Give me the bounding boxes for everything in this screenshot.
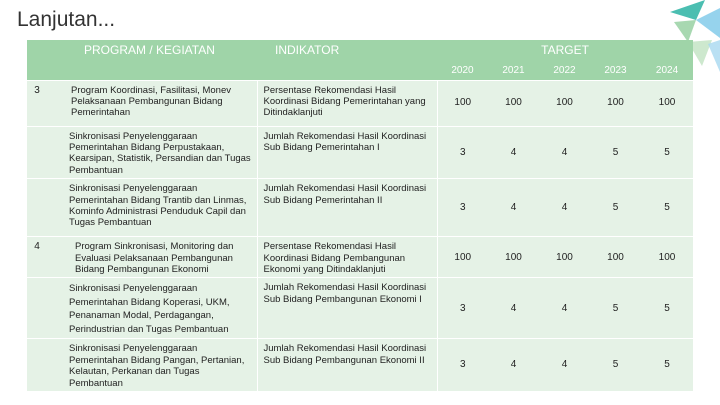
- indicator-cell: Jumlah Rekomendasi Hasil Koordinasi Sub Bidang Pemerintahan I: [257, 126, 437, 179]
- header-program: PROGRAM / KEGIATAN: [47, 40, 257, 62]
- program-cell: Sinkronisasi Penyelenggaraan Pemerintahan Bidang Perpustakaan, Kearsipan, Statistik, Persandian dan Tugas Pembantuan: [47, 126, 257, 179]
- row-number: 4: [27, 237, 47, 278]
- target-cell: 100: [437, 237, 488, 278]
- year-2023: 2023: [590, 62, 641, 80]
- target-cell: 3: [437, 126, 488, 179]
- target-cell: 100: [437, 80, 488, 126]
- table-row: [27, 80, 693, 126]
- row-number: 3: [27, 80, 47, 126]
- year-2024: 2024: [641, 62, 693, 80]
- target-cell: 3: [437, 278, 488, 339]
- indicator-cell: Persentase Rekomendasi Hasil Koordinasi Bidang Pemerintahan yang Ditindaklanjuti: [257, 80, 437, 126]
- target-cell: 100: [539, 237, 590, 278]
- table-row: [27, 126, 693, 179]
- row-number: [27, 278, 47, 339]
- target-cell: 100: [590, 80, 641, 126]
- indicator-cell: Persentase Rekomendasi Hasil Koordinasi Bidang Pembangunan Ekonomi yang Ditindaklanjuti: [257, 237, 437, 278]
- target-table: [27, 40, 693, 398]
- year-2022: 2022: [539, 62, 590, 80]
- table-row: [27, 237, 693, 278]
- target-cell: 5: [641, 179, 693, 237]
- target-cell: 4: [539, 339, 590, 391]
- target-cell: 3: [437, 179, 488, 237]
- target-cell: 5: [641, 339, 693, 391]
- target-cell: 100: [641, 80, 693, 126]
- target-cell: 5: [590, 126, 641, 179]
- target-cell: 4: [488, 126, 539, 179]
- row-number: [27, 339, 47, 391]
- target-cell: 3: [437, 339, 488, 391]
- target-cell: 100: [590, 237, 641, 278]
- indicator-cell: Jumlah Rekomendasi Hasil Koordinasi Sub Bidang Pembangunan Ekonomi I: [257, 278, 437, 339]
- slide-title: Lanjutan...: [17, 8, 116, 31]
- program-cell: Program Sinkronisasi, Monitoring dan Evaluasi Pelaksanaan Pembangunan Bidang Pembangunan Ekonomi: [47, 237, 257, 278]
- program-cell: Sinkronisasi Penyelenggaraan Pemerintahan Bidang Trantib dan Linmas, Kominfo Administrasi Penduduk Capil dan Tugas Pembantuan: [47, 179, 257, 237]
- header-target: TARGET: [437, 40, 693, 62]
- table-row: [27, 339, 693, 391]
- target-cell: 4: [488, 339, 539, 391]
- indicator-cell: Jumlah Rekomendasi Hasil Koordinasi Sub Bidang Pembangunan Ekonomi II: [257, 339, 437, 391]
- target-cell: 100: [641, 237, 693, 278]
- target-cell: 4: [539, 278, 590, 339]
- table-row: [27, 278, 693, 339]
- indicator-cell: Jumlah Rekomendasi Hasil Koordinasi Sub Bidang Pemerintahan II: [257, 179, 437, 237]
- target-cell: 4: [539, 126, 590, 179]
- target-cell: 5: [590, 179, 641, 237]
- target-cell: 100: [488, 237, 539, 278]
- target-cell: 4: [539, 179, 590, 237]
- year-2021: 2021: [488, 62, 539, 80]
- program-cell: Sinkronisasi Penyelenggaraan Pemerintahan Bidang Koperasi, UKM, Penanaman Modal, Perdagangan, Perindustrian dan Tugas Pembantuan: [47, 278, 257, 339]
- program-cell: Program Koordinasi, Fasilitasi, Monev Pelaksanaan Pembangunan Bidang Pemerintahan: [47, 80, 257, 126]
- target-cell: 100: [488, 80, 539, 126]
- row-number: [27, 126, 47, 179]
- header-indicator: INDIKATOR: [257, 40, 437, 62]
- target-cell: 5: [641, 126, 693, 179]
- year-2020: 2020: [437, 62, 488, 80]
- target-cell: 5: [641, 278, 693, 339]
- target-cell: 5: [590, 339, 641, 391]
- row-number: [27, 179, 47, 237]
- table-row: [27, 179, 693, 237]
- target-cell: 5: [590, 278, 641, 339]
- target-cell: 4: [488, 278, 539, 339]
- target-cell: 4: [488, 179, 539, 237]
- target-cell: 100: [539, 80, 590, 126]
- program-cell: Sinkronisasi Penyelenggaraan Pemerintahan Bidang Pangan, Pertanian, Kelautan, Perkanan dan Tugas Pembantuan: [47, 339, 257, 391]
